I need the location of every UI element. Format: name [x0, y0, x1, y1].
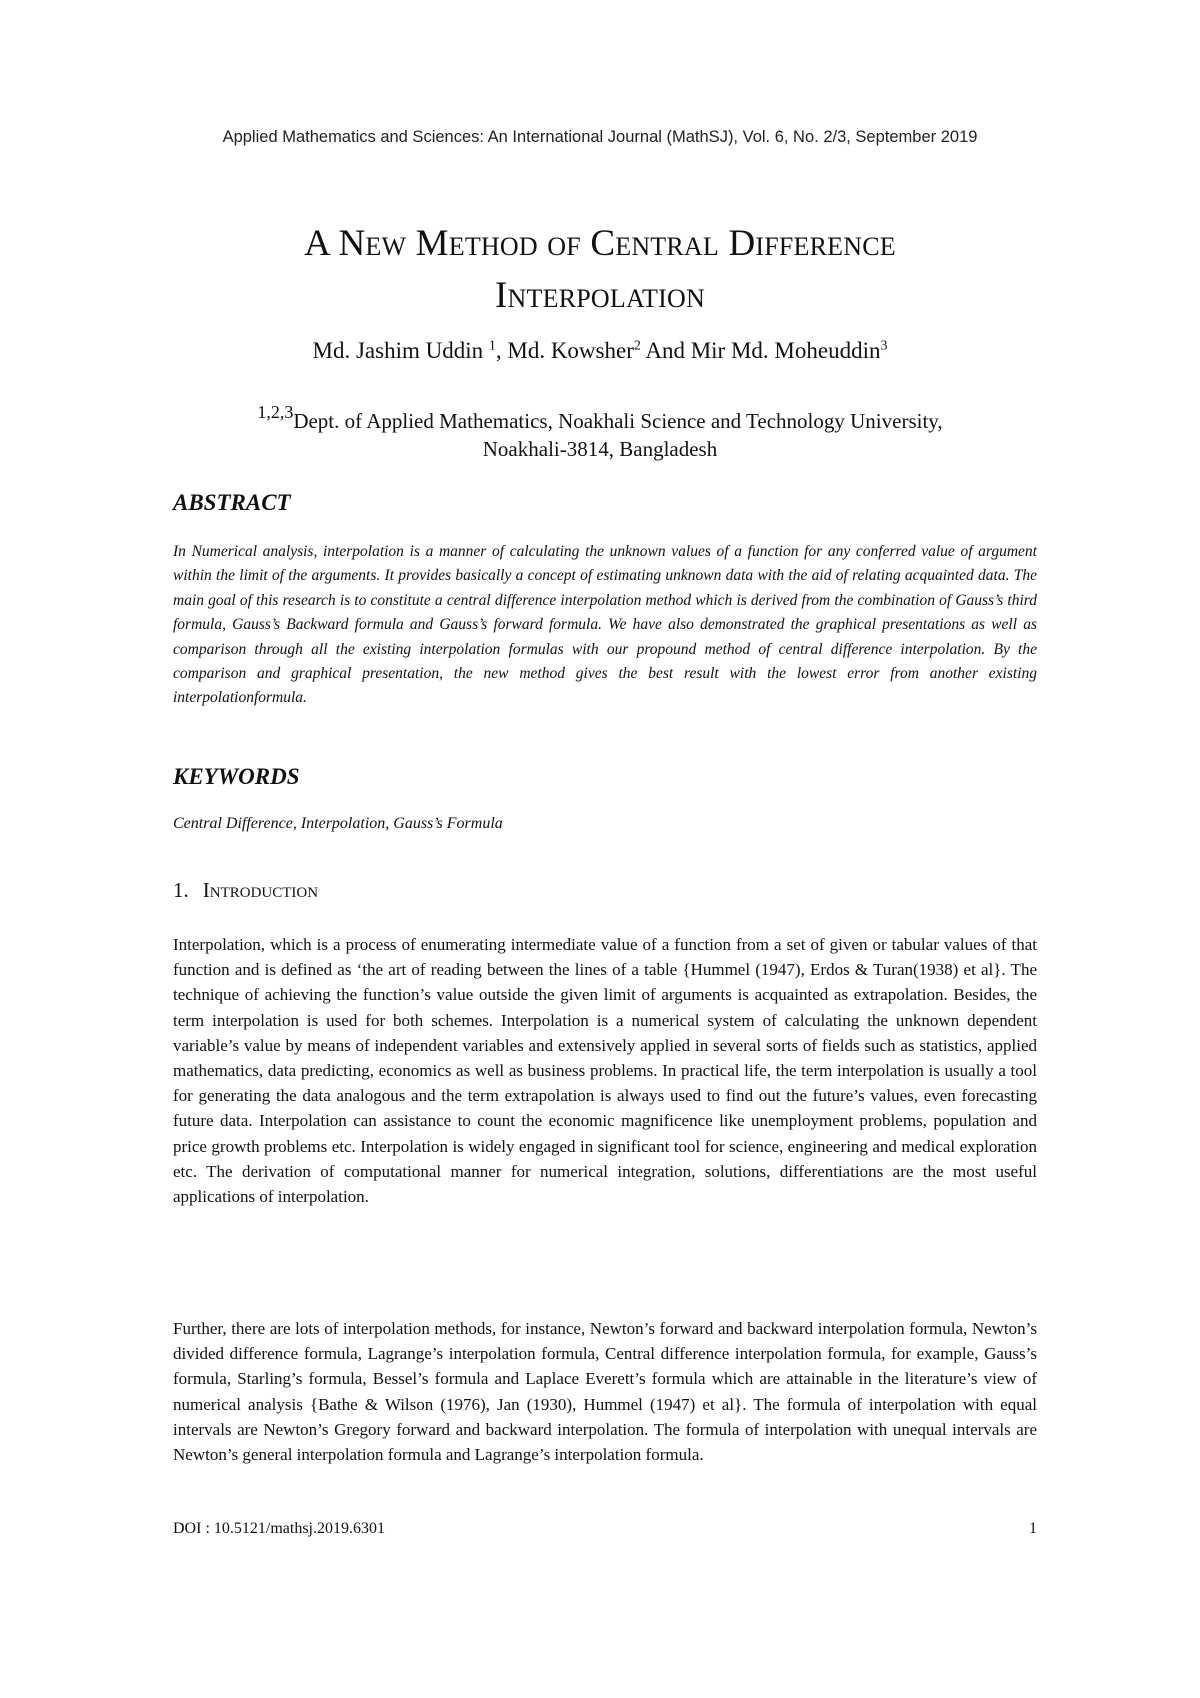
body-paragraph: Further, there are lots of interpolation methods, for instance, Newton’s forward and backward interpolation formula, Newton’s divided difference formula, Lagrange’s interpolation formula, Central difference interpolation formula, for example, Gauss’s formula, Starling’s formula, Bessel’s formula and Laplace Everett’s formula which are attainable in the literature’s view of numerical analysis {Bathe & Wilson (1976), Jan (1930), Hummel (1947) et al}. The formula of interpolation with equal intervals are Newton’s Gregory forward and backward interpolation. The formula of interpolation with unequal intervals are Newton’s general interpolation formula and Lagrange’s interpolation formula.	[173, 1319, 1037, 1465]
author-name: Md. Jashim Uddin	[312, 338, 489, 363]
journal-header: Applied Mathematics and Sciences: An International Journal (MathSJ), Vol. 6, No. 2/3, September 2019	[222, 128, 978, 146]
abstract-text: In Numerical analysis, interpolation is a manner of calculating the unknown values of a function for any conferred value of argument within the limit of the arguments. It provides basically a concept of estimating unknown data with the aid of relating acquainted data. The main goal of this research is to constitute a central difference interpolation method which is derived from the combination of Gauss’s third formula, Gauss’s Backward formula and Gauss’s forward formula. We have also demonstrated the graphical presentations as well as comparison through all the existing interpolation formulas with our propound method of central difference interpolation. By the comparison and graphical presentation, the new method gives the best result with the lowest error from another existing interpolationformula.	[173, 543, 1037, 707]
keywords-text: Central Difference, Interpolation, Gauss’s Formula	[173, 815, 503, 832]
paper-title	[130, 218, 1070, 322]
section-title: Introduction	[202, 878, 319, 902]
doi-footer: DOI : 10.5121/mathsj.2019.6301	[173, 1520, 385, 1537]
keywords-heading: KEYWORDS	[173, 764, 300, 789]
page-number: 1	[1029, 1520, 1037, 1537]
paper-title-line-1: A New Method of Central Difference	[304, 223, 896, 264]
affiliation-department: Dept. of Applied Mathematics, Noakhali Science and Technology University,	[293, 409, 943, 433]
author-separator: ,	[495, 338, 508, 363]
author-affiliation-mark: 1	[488, 338, 496, 354]
author-affiliation-mark: 3	[880, 338, 888, 354]
affiliation	[160, 398, 1040, 463]
body-paragraph: Interpolation, which is a process of enumerating intermediate value of a function from a set of given or tabular values of that function and is defined as ‘the art of reading between the lines of a table {Hummel (1947), Erdos & Turan(1938) et al}. The technique of achieving the function’s value outside the given limit of arguments is acquainted as extrapolation. Besides, the term interpolation is used for both schemes. Interpolation is a numerical system of calculating the unknown dependent variable’s value by means of independent variables and extensively applied in several sorts of fields such as statistics, applied mathematics, data predicting, economics as well as business problems. In practical life, the term interpolation is usually a tool for generating the data analogous and the term extrapolation is always used to find out the future’s values, even forecasting future data. Interpolation can assistance to count the economic magnificence like unemployment problems, population and price growth problems etc. Interpolation is widely engaged in significant tool for science, engineering and medical exploration etc. The derivation of computational manner for numerical integration, solutions, differentiations are the most useful applications of interpolation.	[173, 935, 1037, 1207]
affiliation-mark: 1,2,3	[257, 402, 294, 422]
section-heading	[173, 878, 318, 903]
abstract-heading: ABSTRACT	[173, 490, 291, 515]
author-list	[0, 338, 1200, 364]
affiliation-line-2: Noakhali-3814, Bangladesh	[482, 437, 718, 461]
paper-title-line-2: Interpolation	[495, 275, 705, 316]
author-name: Mir Md. Moheuddin	[690, 338, 881, 363]
author-conjunction: And	[640, 338, 691, 363]
section-number: 1.	[173, 878, 189, 902]
author-name: Md. Kowsher	[507, 338, 634, 363]
affiliation-line-1	[160, 398, 1040, 435]
author-affiliation-mark: 2	[633, 338, 641, 354]
